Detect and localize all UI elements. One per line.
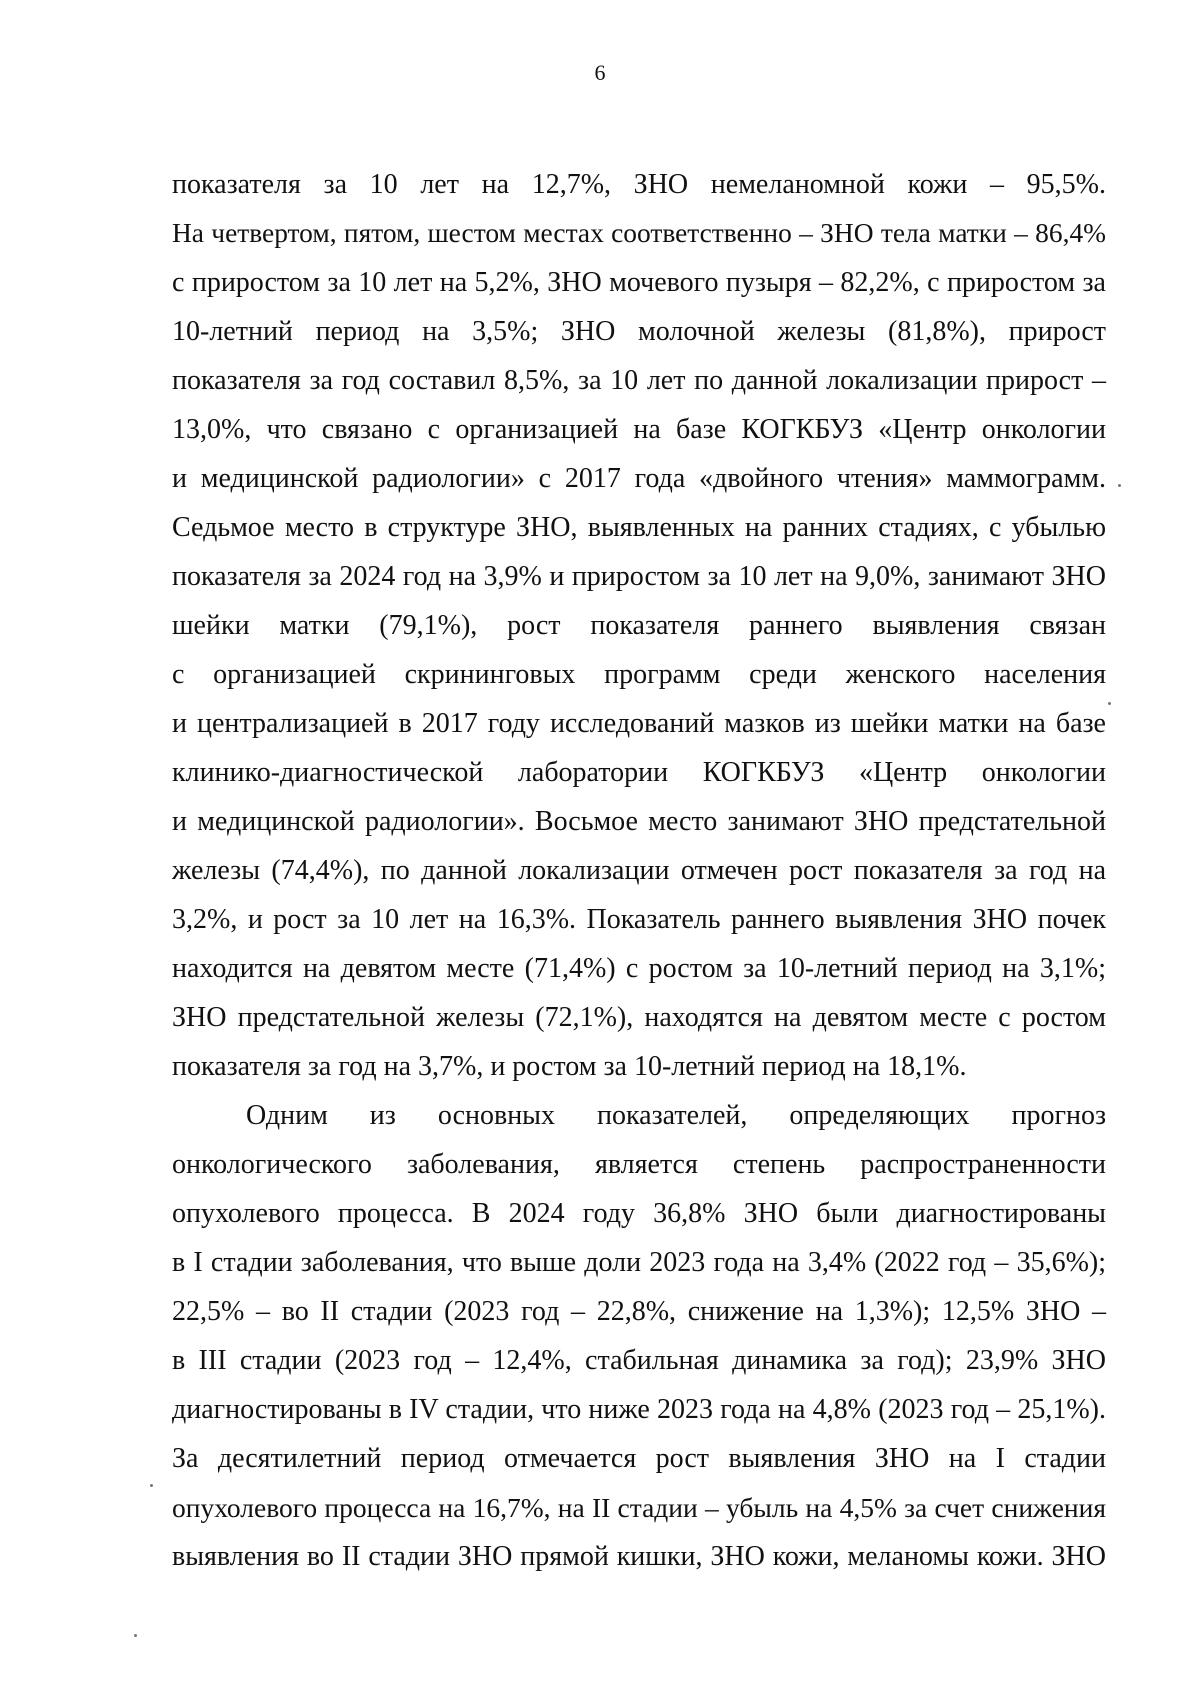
text-line: На четвертом, пятом, шестом местах соответственно – ЗНО тела матки – 86,4% [172,218,1106,248]
text-line: онкологического заболевания, является степень распространенности [172,1149,1106,1180]
text-line: с приростом за 10 лет на 5,2%, ЗНО мочевого пузыря – 82,2%, с приростом за [172,267,1106,298]
text-line: и медицинской радиологии». Восьмое место занимают ЗНО предстательной [172,806,1106,837]
text-line: показателя за год составил 8,5%, за 10 лет по данной локализации прирост – [172,365,1106,396]
text-line: показателя за год на 3,7%, и ростом за 10-летний период на 18,1%. [172,1051,967,1082]
page-number: 6 [594,60,606,85]
scan-speck [134,1634,137,1637]
body-text [172,160,1106,1581]
text-line: шейки матки (79,1%), рост показателя раннего выявления связан [172,610,1106,641]
text-line: опухолевого процесса на 16,7%, на II стадии – убыль на 4,5% за счет снижения [172,1492,1106,1523]
text-line: 22,5% – во II стадии (2023 год – 22,8%, снижение на 1,3%); 12,5% ЗНО – [172,1296,1106,1327]
text-line: выявления во II стадии ЗНО прямой кишки, ЗНО кожи, меланомы кожи. ЗНО [172,1541,1106,1572]
text-line: клинико-диагностической лаборатории КОГКБУЗ «Центр онкологии [172,757,1106,788]
text-line: ЗНО предстательной железы (72,1%), находятся на девятом месте с ростом [172,1002,1106,1033]
text-line: 3,2%, и рост за 10 лет на 16,3%. Показатель раннего выявления ЗНО почек [172,904,1106,935]
text-line: Одним из основных показателей, определяющих прогноз [246,1100,1106,1131]
text-line: в III стадии (2023 год – 12,4%, стабильная динамика за год); 23,9% ЗНО [172,1345,1106,1376]
text-line: диагностированы в IV стадии, что ниже 2023 года на 4,8% (2023 год – 25,1%). [172,1394,1106,1425]
paragraph-2 [172,1091,1106,1581]
scan-speck [150,1484,153,1487]
text-line: находится на девятом месте (71,4%) с ростом за 10-летний период на 3,1%; [172,953,1106,984]
text-line: За десятилетний период отмечается рост выявления ЗНО на I стадии [172,1443,1106,1474]
paragraph-1 [172,160,1106,1091]
scan-speck [1108,702,1111,705]
scan-speck [1118,484,1121,487]
text-line: железы (74,4%), по данной локализации отмечен рост показателя за год на [172,855,1106,886]
text-line: 13,0%, что связано с организацией на базе КОГКБУЗ «Центр онкологии [172,414,1106,445]
text-line: и централизацией в 2017 году исследований мазков из шейки матки на базе [172,708,1106,739]
text-line: опухолевого процесса. В 2024 году 36,8% ЗНО были диагностированы [172,1198,1106,1229]
text-line: и медицинской радиологии» с 2017 года «двойного чтения» маммограмм. [172,463,1106,494]
text-line: 10-летний период на 3,5%; ЗНО молочной железы (81,8%), прирост [172,316,1106,347]
text-line: показателя за 2024 год на 3,9% и приростом за 10 лет на 9,0%, занимают ЗНО [172,561,1106,592]
text-line: Седьмое место в структуре ЗНО, выявленных на ранних стадиях, с убылью [172,512,1106,543]
text-line: показателя за 10 лет на 12,7%, ЗНО немеланомной кожи – 95,5%. [172,169,1106,200]
text-line: с организацией скрининговых программ среди женского населения [172,659,1106,690]
text-line: в I стадии заболевания, что выше доли 2023 года на 3,4% (2022 год – 35,6%); [172,1247,1106,1278]
